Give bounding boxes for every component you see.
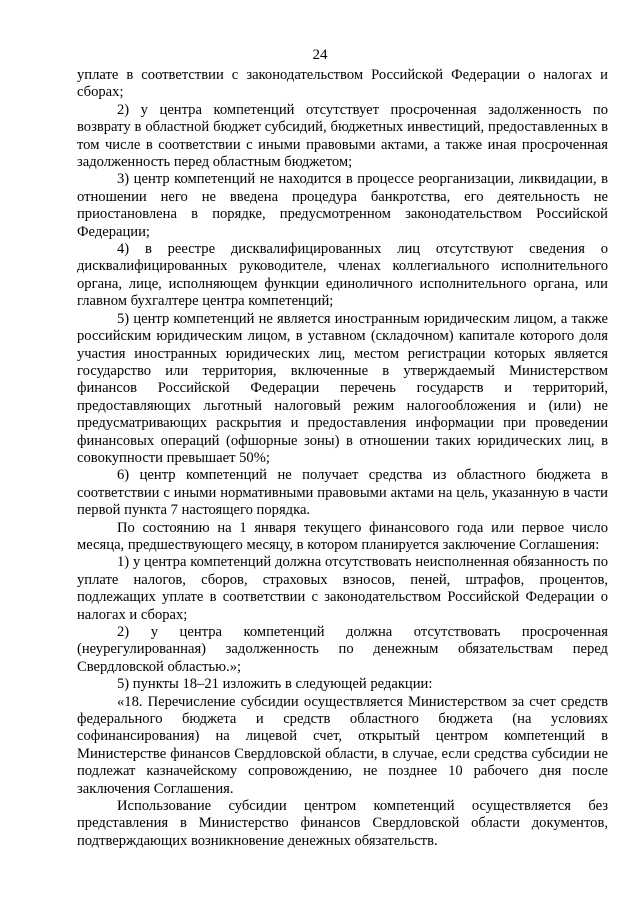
paragraph: 2) у центра компетенций должна отсутствовать просроченная (неурегулированная) задолженность по денежным обязательствам перед Свердловской областью.»; [77,624,608,675]
paragraph: По состоянию на 1 января текущего финансового года или первое число месяца, предшествующего месяцу, в котором планируется заключение Соглашения: [77,519,608,553]
paragraph: 6) центр компетенций не получает средства из областного бюджета в соответствии с иными нормативными правовыми актами на цель, указанную в части первой пункта 7 настоящего порядка. [77,467,608,519]
paragraph: 2) у центра компетенций отсутствует просроченная задолженность по возврату в областной бюджет субсидий, бюджетных инвестиций, предоставленных в том числе в соответствии с иными правовыми актами, а также иная просроченная задолженность перед областным бюджетом; [77,101,608,171]
paragraph: «18. Перечисление субсидии осуществляется Министерством за счет средств федерального бюджета и средств областного бюджета (на условиях софинансирования) на лицевой счет, открытый центром компетенций в Министерстве финансов Свердловской области, в случае, если средства субсидии не подлежат казначейскому сопровождению, не позднее 10 рабочего дня после заключения Соглашения. [77,693,608,797]
paragraph: 3) центр компетенций не находится в процессе реорганизации, ликвидации, в отношении него не введена процедура банкротства, его деятельность не приостановлена в порядке, предусмотренном законодательством Российской Федерации; [77,171,608,240]
paragraph: 1) у центра компетенций должна отсутствовать неисполненная обязанность по уплате налогов, сборов, страховых взносов, пеней, штрафов, процентов, подлежащих уплате в соответствии с законодательством Российской Федерации о налогах и сборах; [77,554,608,623]
document-body [77,67,608,850]
paragraph: 5) пункты 18–21 изложить в следующей редакции: [117,676,433,693]
paragraph: Использование субсидии центром компетенций осуществляется без представления в Министерство финансов Свердловской области документов, подтверждающих возникновение денежных обязательств. [77,798,608,849]
paragraph: 4) в реестре дисквалифицированных лиц отсутствуют сведения о дисквалифицированных руководителе, членах коллегиального исполнительного органа, лице, исполняющем функции единоличного исполнительного органа, или главном бухгалтере центра компетенций; [77,241,608,310]
paragraph: уплате в соответствии с законодательством Российской Федерации о налогах и сборах; [77,67,608,101]
page-number: 24 [312,47,328,63]
paragraph: 5) центр компетенций не является иностранным юридическим лицом, а также российским юридическим лицом, в уставном (складочном) капитале которого доля участия иностранных юридических лиц, местом регистрации которых является государство или территория, включенные в утверждаемый Министерством финансов Российской Федерации перечень государств и территорий, предоставляющих льготный налоговый режим налогообложения и (или) не предусматривающих раскрытия и предоставления информации при проведении финансовых операций (офшорные зоны) в отношении таких юридических лиц, в совокупности превышает 50%; [77,310,608,466]
